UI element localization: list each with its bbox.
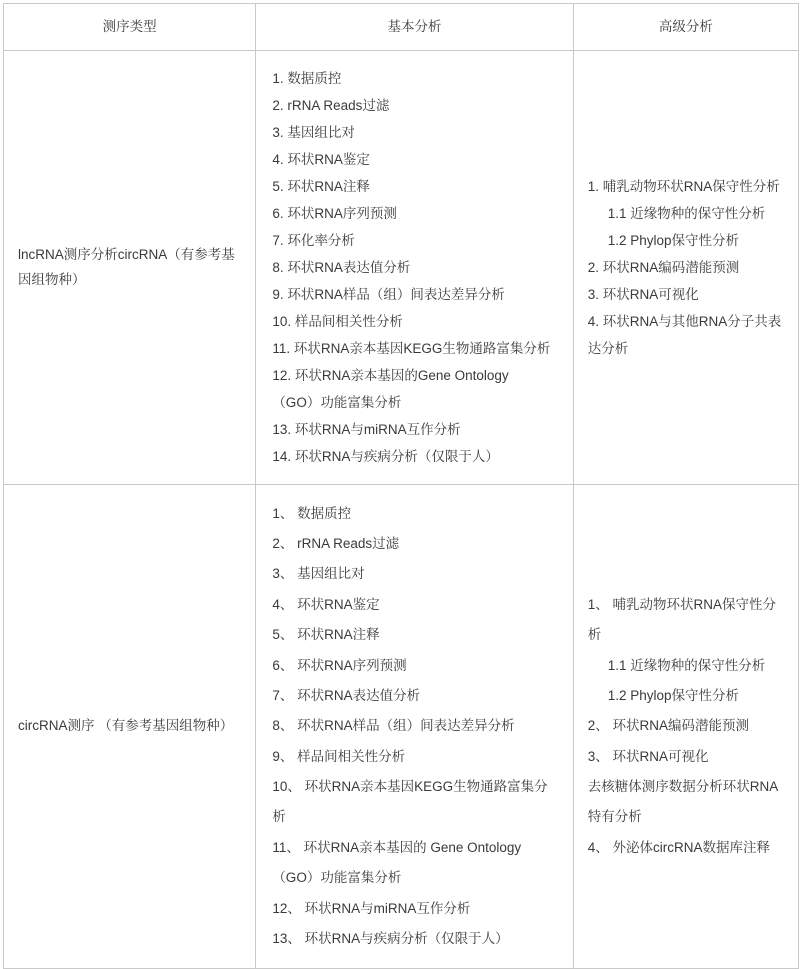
header-advanced-analysis: 高级分析 <box>573 4 798 51</box>
list-item-continuation: 特有分析 <box>587 809 642 825</box>
cell-sequencing-type: lncRNA测序分析circRNA（有参考基因组物种） <box>4 50 256 484</box>
list-item-sub: 1.1 近缘物种的保守性分析 <box>607 657 766 673</box>
cell-basic-analysis <box>256 484 573 969</box>
table-header <box>4 4 799 51</box>
list-item: 1. 数据质控 <box>272 70 342 86</box>
basic-analysis-list-row2 <box>272 499 560 955</box>
list-item: 2、 环状RNA编码潜能预测 <box>587 718 749 734</box>
advanced-analysis-list-row1 <box>588 173 786 362</box>
cell-sequencing-type: circRNA测序 （有参考基因组物种） <box>4 484 256 969</box>
list-item: 7. 环化率分析 <box>272 232 355 248</box>
list-item: 10. 样品间相关性分析 <box>272 313 403 329</box>
list-item: 2. rRNA Reads过滤 <box>272 97 390 113</box>
list-item: 4、 外泌体circRNA数据库注释 <box>587 839 770 855</box>
table-header-row <box>4 4 799 51</box>
basic-analysis-list-row1 <box>272 65 560 470</box>
list-item: 4、 环状RNA鉴定 <box>272 596 380 612</box>
list-item: 8. 环状RNA表达值分析 <box>272 259 411 275</box>
header-sequencing-type: 测序类型 <box>4 4 256 51</box>
list-item: 2. 环状RNA编码潜能预测 <box>587 259 740 275</box>
list-item: 13. 环状RNA与miRNA互作分析 <box>272 421 461 437</box>
list-item: 10、 环状RNA亲本基因KEGG生物通路富集分 <box>272 779 548 795</box>
list-item-continuation: 析 <box>272 809 286 825</box>
cell-basic-analysis <box>256 50 573 484</box>
list-item: 5. 环状RNA注释 <box>272 178 370 194</box>
list-item: 1. 哺乳动物环状RNA保守性分析 <box>587 178 780 194</box>
list-item: 9. 环状RNA样品（组）间表达差异分析 <box>272 286 505 302</box>
list-item: 14. 环状RNA与疾病分析（仅限于人） <box>272 448 499 464</box>
list-item-continuation: （GO）功能富集分析 <box>272 394 402 410</box>
table-body <box>4 50 799 969</box>
table-row <box>4 484 799 969</box>
list-item: 4. 环状RNA与其他RNA分子共表 <box>587 313 782 329</box>
cell-advanced-analysis <box>573 484 798 969</box>
table-row <box>4 50 799 484</box>
list-item: 8、 环状RNA样品（组）间表达差异分析 <box>272 718 515 734</box>
list-item: 6. 环状RNA序列预测 <box>272 205 397 221</box>
list-item: 7、 环状RNA表达值分析 <box>272 687 421 703</box>
list-item: 5、 环状RNA注释 <box>272 627 380 643</box>
list-item: 6、 环状RNA序列预测 <box>272 657 407 673</box>
list-item: 11. 环状RNA亲本基因KEGG生物通路富集分析 <box>272 340 551 356</box>
list-item-sub: 1.2 Phylop保守性分析 <box>607 687 739 703</box>
list-item: 12. 环状RNA亲本基因的Gene Ontology <box>272 367 509 383</box>
list-item: 3、 基因组比对 <box>272 566 365 582</box>
list-item: 3. 环状RNA可视化 <box>587 286 699 302</box>
list-item: 1、 哺乳动物环状RNA保守性分 <box>587 596 776 612</box>
list-item: 9、 样品间相关性分析 <box>272 748 406 764</box>
sequencing-analysis-table <box>3 3 799 969</box>
header-basic-analysis: 基本分析 <box>256 4 573 51</box>
advanced-analysis-list-row2 <box>588 590 786 863</box>
list-item: 3、 环状RNA可视化 <box>587 748 709 764</box>
list-item: 12、 环状RNA与miRNA互作分析 <box>272 900 471 916</box>
list-item: 4. 环状RNA鉴定 <box>272 151 370 167</box>
list-item-sub: 1.1 近缘物种的保守性分析 <box>607 205 766 221</box>
list-item: 13、 环状RNA与疾病分析（仅限于人） <box>272 930 509 946</box>
cell-advanced-analysis <box>573 50 798 484</box>
list-item-continuation: （GO）功能富集分析 <box>272 870 402 886</box>
list-item-continuation: 达分析 <box>587 340 629 356</box>
list-item: 3. 基因组比对 <box>272 124 355 140</box>
list-item-continuation: 析 <box>587 627 602 643</box>
list-item: 去核糖体测序数据分析环状RNA <box>587 779 779 795</box>
list-item: 1、 数据质控 <box>272 505 352 521</box>
list-item: 2、 rRNA Reads过滤 <box>272 536 400 552</box>
list-item-sub: 1.2 Phylop保守性分析 <box>607 232 739 248</box>
list-item: 11、 环状RNA亲本基因的 Gene Ontology <box>272 839 522 855</box>
